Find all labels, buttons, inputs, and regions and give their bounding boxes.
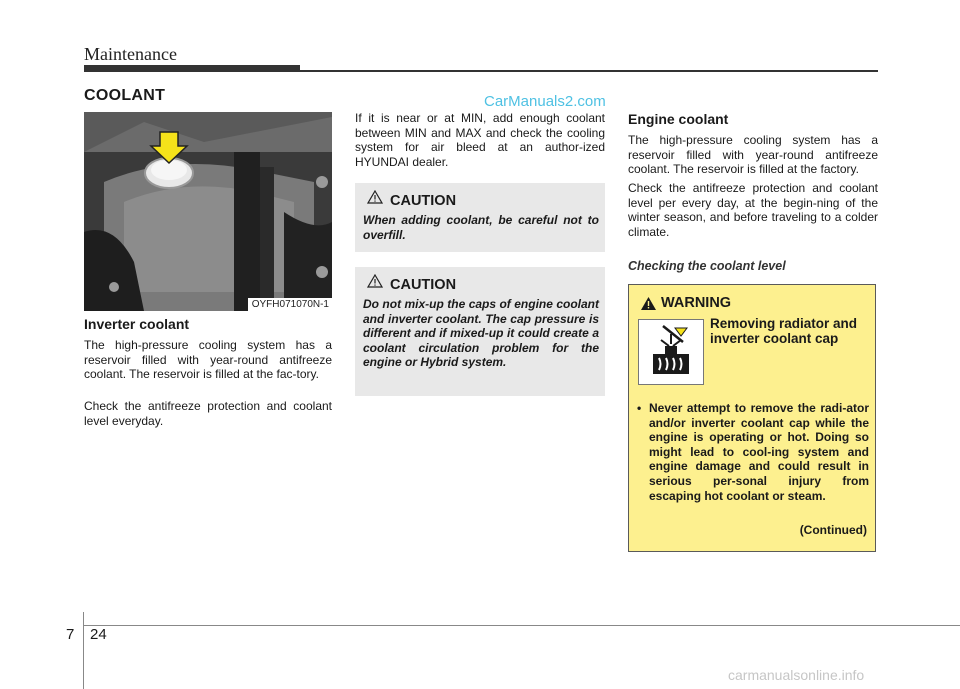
page-header-title: Maintenance (84, 44, 177, 64)
footer-site-link[interactable]: carmanualsonline.info (728, 667, 865, 683)
header-bar (84, 65, 300, 72)
warning-continued: (Continued) (799, 523, 867, 537)
engine-bay-photo (84, 112, 332, 311)
coolant-fill-paragraph: If it is near or at MIN, add enough coolant between MIN and MAX and check the cooling system for air bleed at an author-ized HYUNDAI dealer. (355, 111, 605, 169)
section-title: COOLANT (84, 87, 166, 104)
footer-rule (84, 625, 960, 626)
inverter-coolant-paragraph-1: The high-pressure cooling system has a reservoir filled with year-round antifreeze coolant. The reservoir is filled at the fac-tory. (84, 338, 332, 382)
warning-box (628, 284, 876, 552)
inverter-coolant-heading: Inverter coolant (84, 316, 190, 332)
engine-coolant-heading: Engine coolant (628, 111, 729, 127)
warning-subtitle: Removing radiator and inverter coolant cap (710, 316, 858, 346)
bullet-dot: • (637, 401, 642, 415)
chapter-number: 7 (66, 626, 75, 643)
watermark-link[interactable]: CarManuals2.com (484, 93, 606, 110)
warning-bullet (637, 401, 869, 503)
caution-text: When adding coolant, be careful not to overfill. (363, 213, 599, 242)
warning-bullet-text: Never attempt to remove the radi-ator and/or inverter coolant cap while the engine is operating or hot. Doing so might lead to cool-ing system and engine damage and could result in serious per-sonal injury from escaping hot coolant or steam. (649, 401, 869, 503)
caution-triangle-icon (367, 190, 383, 204)
page-number: 24 (90, 626, 107, 643)
caution-box-overfill (355, 183, 605, 252)
inverter-coolant-paragraph-2: Check the antifreeze protection and coolant level everyday. (84, 399, 332, 428)
engine-coolant-paragraph-2: Check the antifreeze protection and coolant level per every day, at the begin-ning of the winter season, and before traveling to a colder climate. (628, 181, 878, 239)
engine-bay-illustration (84, 112, 332, 311)
caution-text: Do not mix-up the caps of engine coolant and inverter coolant. The cap pressure is different and if mixed-up it could create a coolant circulation problem for the engine or Hybrid system. (363, 297, 599, 370)
header-rule (300, 70, 878, 72)
caution-box-caps (355, 267, 605, 396)
hot-coolant-icon (638, 319, 704, 385)
engine-coolant-paragraph-1: The high-pressure cooling system has a reservoir filled with year-round antifreeze coolant. The reservoir is filled at the factory. (628, 133, 878, 177)
caution-title: CAUTION (390, 277, 457, 293)
caution-triangle-icon (367, 274, 383, 288)
checking-coolant-subheading: Checking the coolant level (628, 259, 786, 273)
warning-title: WARNING (661, 295, 732, 311)
photo-caption: OYFH071070N-1 (248, 298, 332, 311)
caution-title: CAUTION (390, 193, 457, 209)
footer-divider (83, 612, 84, 689)
warning-triangle-icon (640, 296, 657, 311)
